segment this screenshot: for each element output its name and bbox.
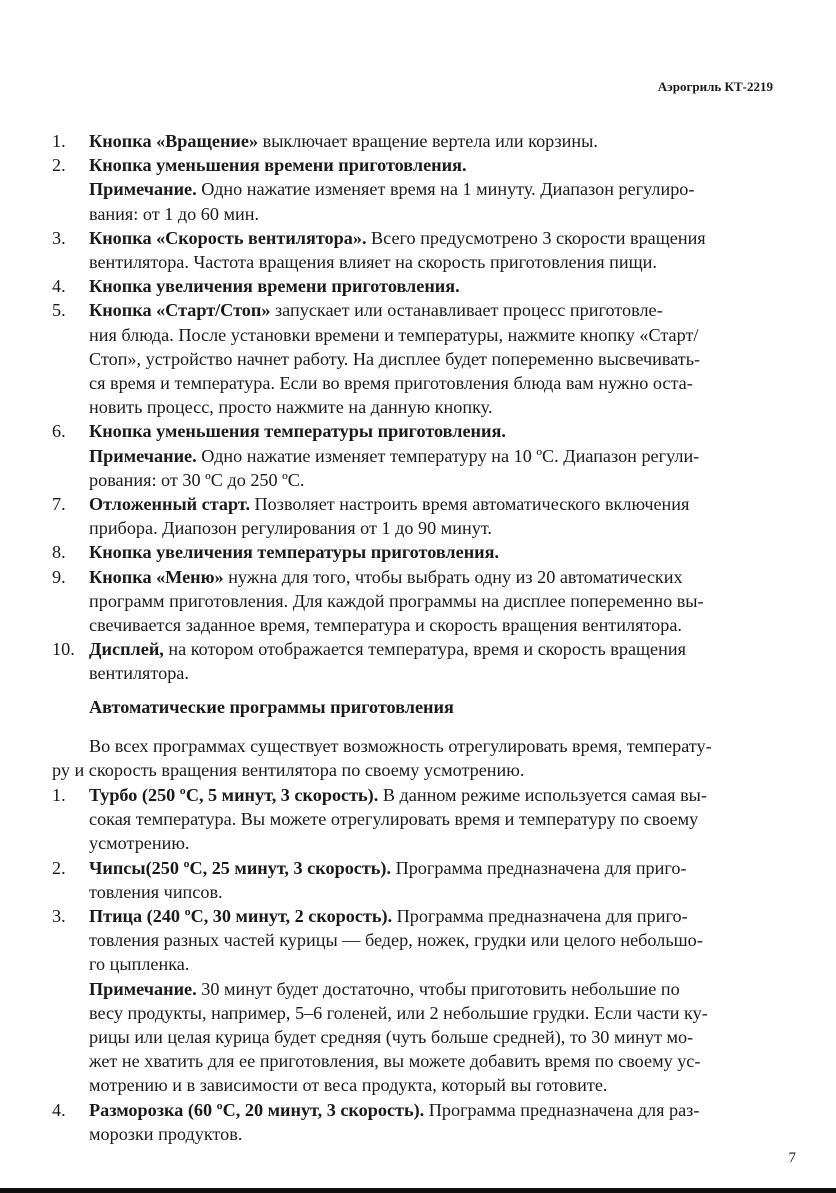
bold-term: Турбо (250 ºС, 5 минут, 3 скорость). — [89, 785, 379, 805]
body-text: программ приготовления. Для каждой программы на дисплее попеременно вы- — [89, 590, 704, 611]
item-number: 1. — [52, 131, 66, 151]
item-line — [89, 347, 772, 371]
body-text: В данном режиме используется самая вы- — [378, 785, 707, 805]
bold-term: Разморозка (60 ºС, 20 минут, 3 скорость). — [89, 1099, 425, 1120]
list-item — [52, 783, 772, 856]
item-number: 3. — [52, 906, 66, 927]
body-text: вентилятора. — [89, 663, 189, 684]
body-text: Одно нажатие изменяет время на 1 минуту. Диапазон регулиро- — [196, 179, 695, 200]
list-item — [52, 856, 772, 904]
item-line — [89, 540, 772, 564]
bold-term: Кнопка «Скорость вентилятора». — [89, 227, 367, 248]
item-line — [89, 1098, 772, 1122]
item-line — [89, 444, 772, 468]
item-line — [89, 298, 772, 322]
body-text: Программа предназначена для приго- — [392, 906, 688, 927]
bold-term: Кнопка увеличения температуры приготовления. — [89, 542, 500, 563]
body-text: Позволяет настроить время автоматического включения — [250, 494, 690, 515]
item-line — [89, 516, 772, 540]
item-number: 4. — [52, 276, 66, 297]
bold-term: Примечание. — [89, 179, 197, 200]
item-line — [89, 1001, 772, 1025]
item-line — [89, 250, 772, 274]
list-item — [52, 153, 772, 226]
item-line — [89, 1122, 772, 1146]
list-item — [52, 904, 772, 1098]
bold-term: Кнопка «Меню» — [89, 566, 224, 587]
item-line — [89, 202, 772, 226]
item-line — [89, 323, 772, 347]
list-item — [52, 226, 772, 274]
body-text: товления чипсов. — [89, 881, 223, 902]
programs-list — [52, 783, 772, 1146]
item-number: 10. — [52, 639, 75, 660]
page-number: 7 — [788, 1150, 796, 1166]
item-line — [89, 492, 772, 516]
body-text: выключает вращение вертела или корзины. — [258, 131, 598, 151]
item-line — [89, 129, 772, 153]
intro-line: ру и скорость вращения вентилятора по своему усмотрению. — [52, 760, 525, 781]
item-line — [89, 928, 772, 952]
item-line — [89, 977, 772, 1001]
intro-line: Во всех программах существует возможность отрегулировать время, температу- — [89, 736, 712, 756]
item-number: 4. — [52, 1099, 66, 1120]
bold-term: Кнопка уменьшения времени приготовления. — [89, 155, 467, 176]
item-line — [89, 831, 772, 855]
item-number: 1. — [52, 785, 66, 805]
list-item — [52, 298, 772, 419]
body-text: вентилятора. Частота вращения влияет на скорость приготовления пищи. — [89, 252, 657, 273]
body-text: усмотрению. — [89, 833, 190, 854]
item-line — [89, 371, 772, 395]
item-number: 2. — [52, 155, 66, 176]
list-item — [52, 274, 772, 298]
bold-term: Кнопка «Вращение» — [89, 131, 259, 151]
item-line — [89, 880, 772, 904]
section-title: Автоматические программы приготовления — [89, 697, 454, 717]
bold-term: Кнопка «Старт/Стоп» — [89, 300, 271, 321]
bottom-rule — [0, 1188, 836, 1193]
list-item — [52, 637, 772, 685]
item-line — [89, 565, 772, 589]
body-text: морозки продуктов. — [89, 1123, 243, 1144]
item-line — [89, 904, 772, 928]
item-line — [89, 395, 772, 419]
body-text: новить процесс, просто нажмите на данную кнопку. — [89, 397, 493, 418]
body-text: запускает или останавливает процесс приготовле- — [270, 300, 663, 321]
body-text: мотрению и в зависимости от веса продукта, который вы готовите. — [89, 1075, 608, 1096]
bold-term: Чипсы(250 ºС, 25 минут, 3 скорость). — [89, 857, 392, 878]
item-line — [89, 177, 772, 201]
body-text: Всего предусмотрено 3 скорости вращения — [366, 227, 706, 248]
list-item — [52, 540, 772, 564]
item-line — [89, 419, 772, 443]
body-text: вания: от 1 до 60 мин. — [89, 203, 259, 224]
item-line — [89, 1025, 772, 1049]
body-text: Одно нажатие изменяет температуру на 10 ºС. Диапазон регули- — [196, 445, 700, 466]
item-line — [89, 783, 772, 807]
body-text: Стоп», устройство начнет работу. На дисплее будет попеременно высвечивать- — [89, 348, 701, 369]
body-text: Программа предназначена для раз- — [424, 1099, 700, 1120]
item-number: 6. — [52, 421, 66, 442]
body-text: товления разных частей курицы — бедер, ножек, грудки или целого небольшо- — [89, 930, 703, 951]
body-text: на котором отображается температура, время и скорость вращения — [163, 639, 686, 660]
item-line — [89, 856, 772, 880]
item-number: 9. — [52, 566, 66, 587]
bold-term: Примечание. — [89, 445, 197, 466]
body-text: го цыпленка. — [89, 954, 190, 975]
item-line — [89, 807, 772, 831]
controls-list — [52, 129, 772, 686]
running-header: Аэрогриль КТ-2219 — [657, 79, 773, 94]
item-line — [89, 226, 772, 250]
bold-term: Птица (240 ºС, 30 минут, 2 скорость). — [89, 906, 393, 927]
body-text: весу продукты, например, 5–6 голеней, или 2 небольшие грудки. Если части ку- — [89, 1002, 708, 1023]
item-line — [89, 1073, 772, 1097]
bold-term: Дисплей, — [89, 639, 164, 660]
body-text: ния блюда. После установки времени и температуры, нажмите кнопку «Старт/ — [89, 324, 699, 345]
body-text: Программа предназначена для приго- — [391, 857, 687, 878]
body-text: сокая температура. Вы можете отрегулировать время и температуру по своему — [89, 809, 699, 830]
list-item — [52, 1098, 772, 1146]
list-item — [52, 492, 772, 540]
item-number: 7. — [52, 494, 66, 515]
item-line — [89, 468, 772, 492]
bold-term: Кнопка уменьшения температуры приготовления. — [89, 421, 506, 442]
body-text: прибора. Диапозон регулирования от 1 до 90 минут. — [89, 518, 492, 539]
body-text: нужна для того, чтобы выбрать одну из 20 автоматических — [223, 566, 683, 587]
item-line — [89, 153, 772, 177]
body-text: рования: от 30 ºС до 250 ºС. — [89, 469, 305, 490]
item-number: 3. — [52, 227, 66, 248]
item-line — [89, 274, 772, 298]
item-line — [89, 637, 772, 661]
list-item — [52, 419, 772, 492]
list-item — [52, 129, 772, 153]
list-item — [52, 565, 772, 638]
body-text: рицы или целая курица будет средняя (чуть больше средней), то 30 минут мо- — [89, 1027, 694, 1048]
item-line — [89, 1049, 772, 1073]
item-line — [89, 613, 772, 637]
item-line — [89, 952, 772, 976]
item-line — [89, 661, 772, 685]
item-number: 2. — [52, 857, 66, 878]
body-text: 30 минут будет достаточно, чтобы приготовить небольшие по — [196, 978, 680, 999]
intro-paragraph — [52, 734, 772, 782]
bold-term: Отложенный старт. — [89, 494, 250, 515]
bold-term: Кнопка увеличения времени приготовления. — [89, 276, 460, 297]
body-text: ся время и температура. Если во время приготовления блюда вам нужно оста- — [89, 373, 693, 394]
bold-term: Примечание. — [89, 978, 197, 999]
item-number: 8. — [52, 542, 66, 563]
item-number: 5. — [52, 300, 66, 321]
body-text: жет не хватить для ее приготовления, вы можете добавить время по своему ус- — [89, 1051, 701, 1072]
item-line — [89, 589, 772, 613]
body-text: свечивается заданное время, температура и скорость вращения вентилятора. — [89, 615, 682, 636]
